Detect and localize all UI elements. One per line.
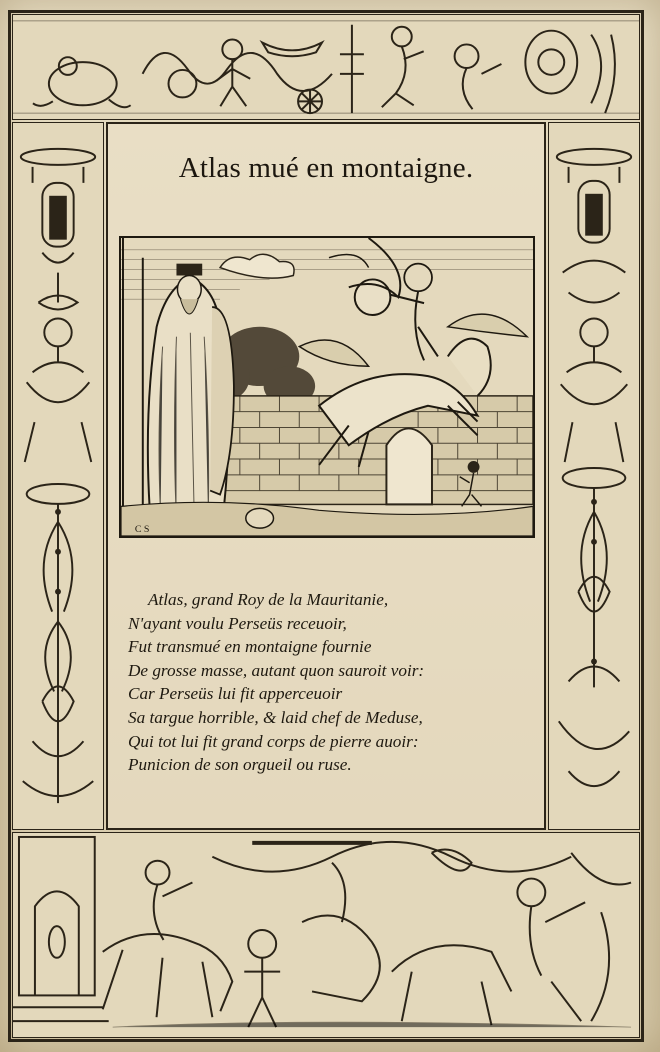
verse-line: N'ayant voulu Perseüs receuoir, (128, 613, 347, 633)
bottom-ornamental-border (12, 832, 640, 1038)
verse-line: Fut transmué en montaigne fournie (128, 637, 372, 657)
verse-line: Sa targue horrible, & laid chef de Meduse, (128, 707, 423, 727)
woodcut-signature: C S (134, 524, 150, 536)
verse-line: Qui tot lui fit grand corps de pierre auoir: (128, 731, 419, 751)
verse-line: De grosse masse, autant quon sauroit voir: (128, 660, 425, 680)
page-title: Atlas mué en montaigne. (178, 152, 474, 184)
right-ornamental-border (548, 122, 640, 830)
verse-line: Atlas, grand Roy de la Mauritanie, (148, 590, 389, 609)
top-ornamental-border (12, 14, 640, 120)
woodcut-illustration (119, 236, 535, 538)
left-ornamental-border (12, 122, 104, 830)
verse-line: Punicion de son orgueil ou ruse. (128, 755, 352, 775)
verse-block (128, 588, 538, 777)
verse-line: Car Perseüs lui fit apperceuoir (128, 684, 343, 704)
